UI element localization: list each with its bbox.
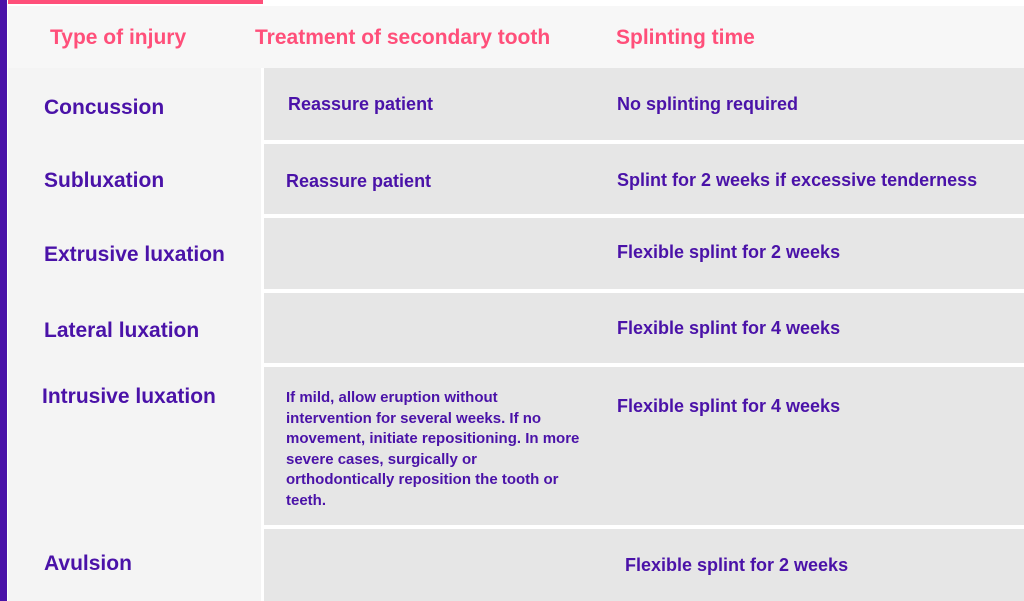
top-accent-line xyxy=(8,0,263,4)
injury-label: Avulsion xyxy=(44,552,132,575)
splinting-text: Flexible splint for 4 weeks xyxy=(617,318,841,338)
injury-label: Extrusive luxation xyxy=(44,243,225,266)
header-type-of-injury: Type of injury xyxy=(50,26,187,49)
treatment-text: Reassure patient xyxy=(286,171,432,191)
treatment-text: If mild, allow eruption without intervention for several weeks. If no movement, initiate repositioning. In more severe cases, surgically or orthodontically reposition the tooth or teeth. xyxy=(286,389,580,509)
injury-label: Lateral luxation xyxy=(44,319,200,342)
injury-label: Intrusive luxation xyxy=(42,385,216,408)
splinting-text: Flexible splint for 2 weeks xyxy=(625,555,849,575)
splinting-text: Flexible splint for 2 weeks xyxy=(617,242,841,262)
treatment-text: Reassure patient xyxy=(288,94,434,114)
splinting-text: No splinting required xyxy=(617,94,799,114)
injury-label: Concussion xyxy=(44,96,165,119)
injury-label: Subluxation xyxy=(44,169,165,192)
splinting-text: Flexible splint for 4 weeks xyxy=(617,396,841,416)
header-treatment: Treatment of secondary tooth xyxy=(255,26,551,49)
header-splinting-time: Splinting time xyxy=(616,26,755,49)
splinting-text: Splint for 2 weeks if excessive tenderness xyxy=(617,170,978,190)
left-accent-bar xyxy=(0,0,7,601)
